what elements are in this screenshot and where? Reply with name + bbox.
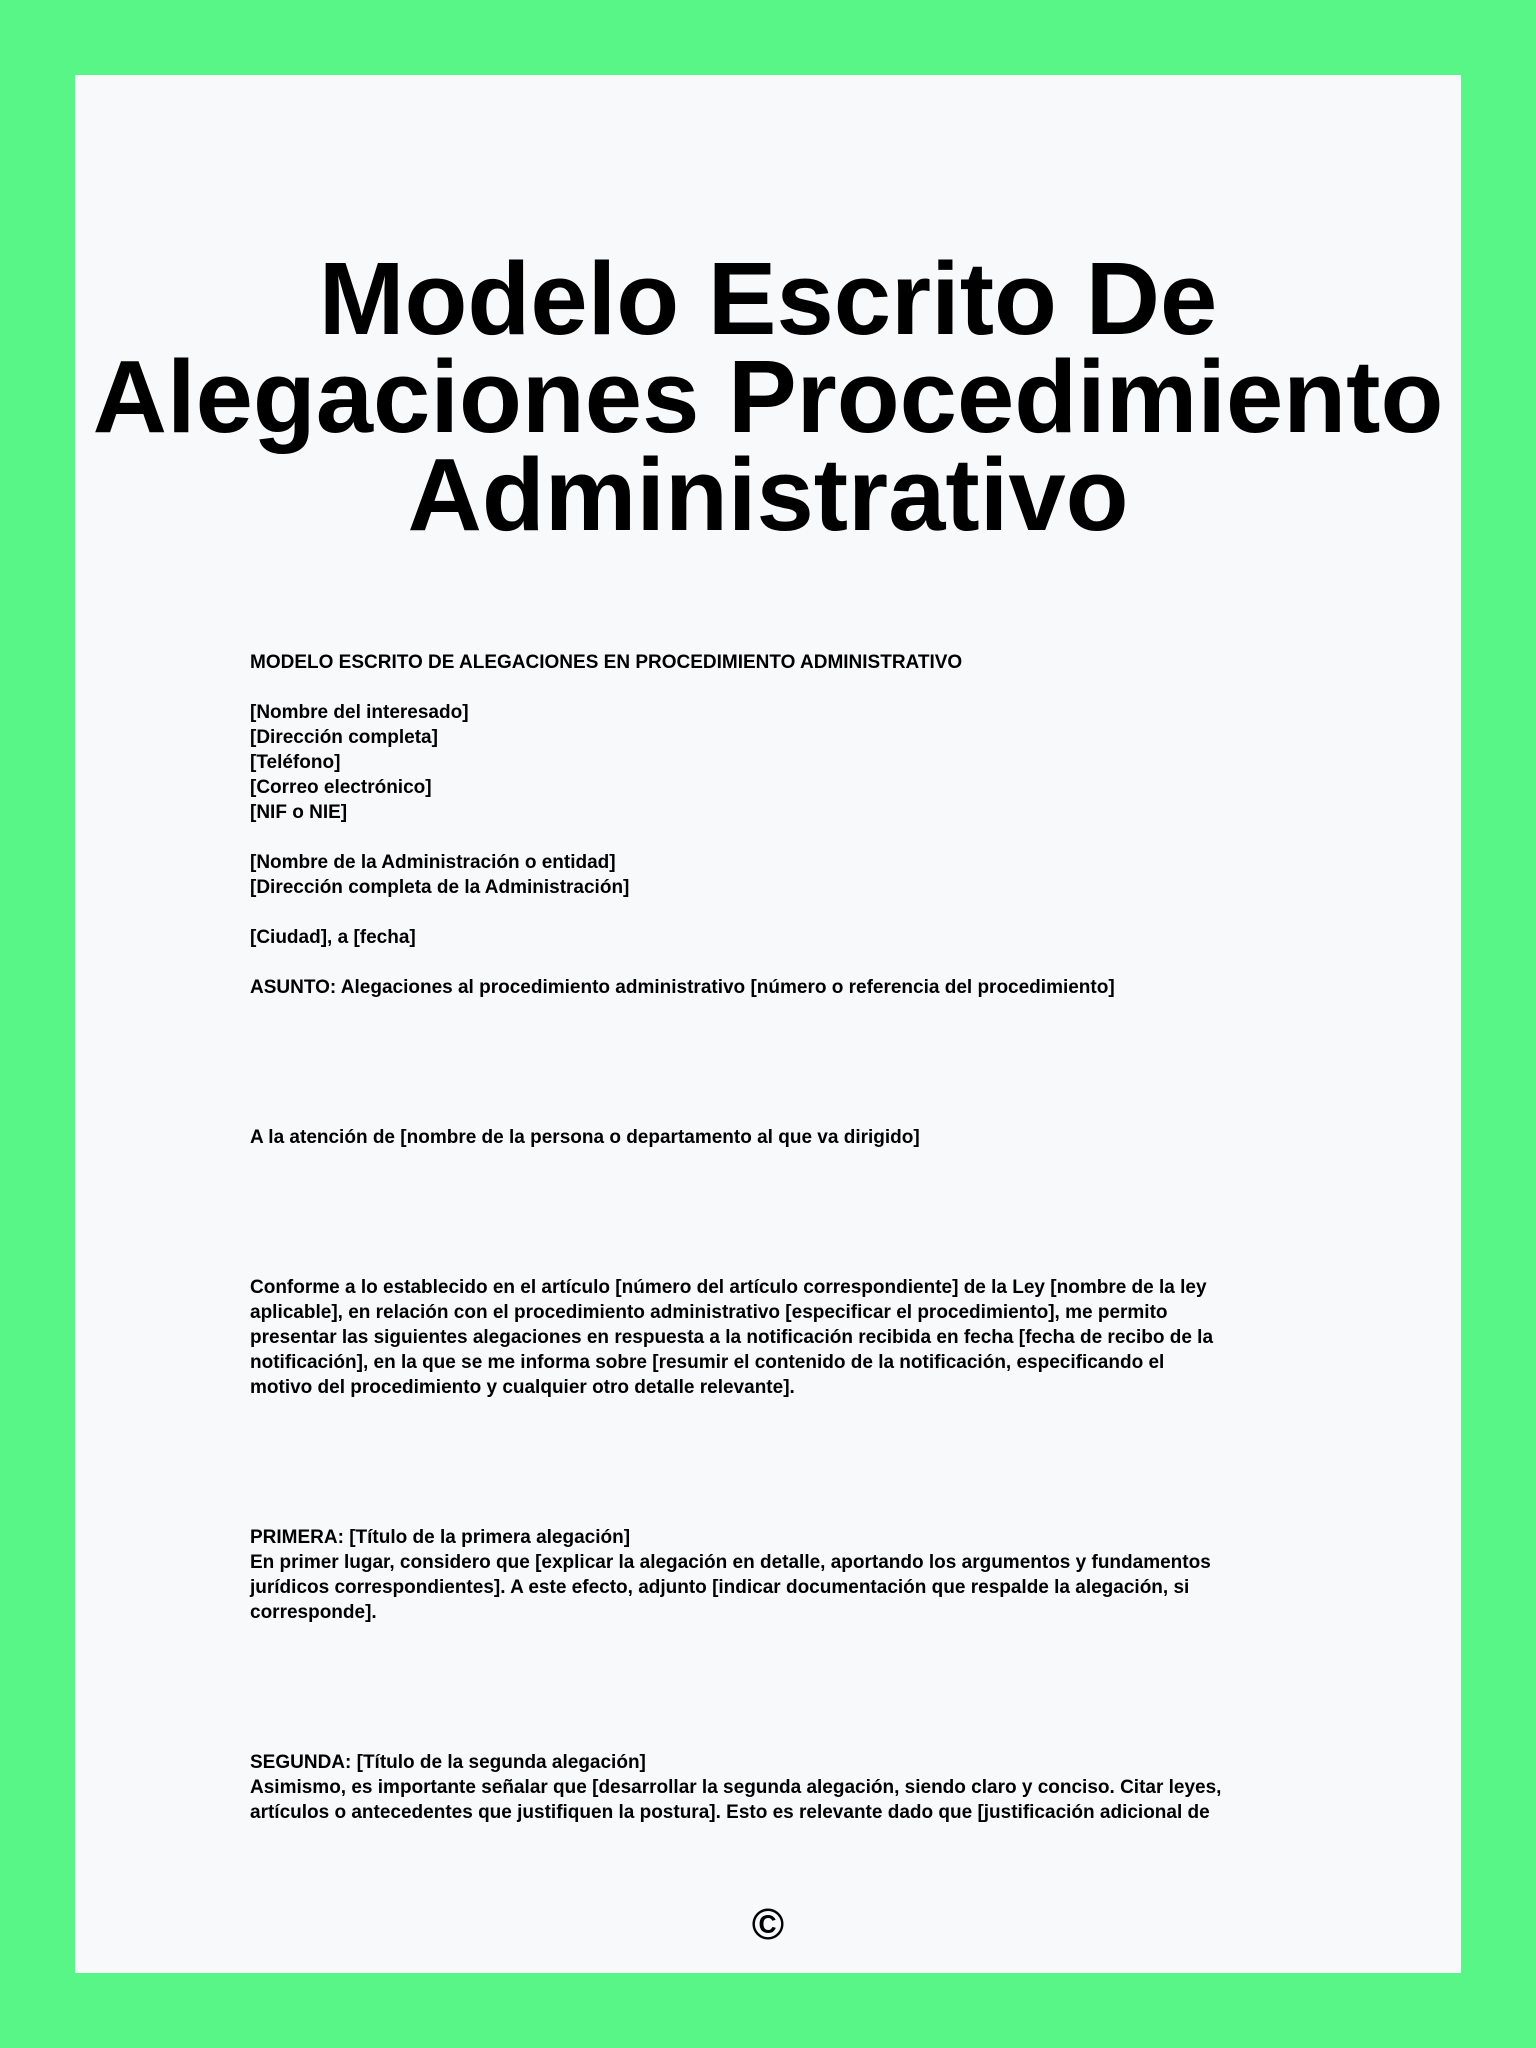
paragraph-line: presentar las siguientes alegaciones en respuesta a la notificación recibida en fecha [fecha de recibo de la <box>250 1327 1214 1348</box>
title-line: Alegaciones Procedimiento <box>92 339 1444 454</box>
page-title <box>75 241 1461 552</box>
recipient-block <box>250 850 1390 900</box>
sender-phone: [Teléfono] <box>250 752 341 773</box>
sender-block <box>250 700 1390 825</box>
paragraph-line: aplicable], en relación con el procedimiento administrativo [especificar el procedimiento], me permito <box>250 1302 1168 1323</box>
recipient-name: [Nombre de la Administración o entidad] <box>250 852 616 873</box>
paragraph-line: motivo del procedimiento y cualquier otro detalle relevante]. <box>250 1377 795 1398</box>
paragraph-line: corresponde]. <box>250 1602 377 1623</box>
document-page <box>75 75 1461 1973</box>
sender-email: [Correo electrónico] <box>250 777 432 798</box>
title-line: Administrativo <box>407 437 1129 552</box>
subject-line: ASUNTO: Alegaciones al procedimiento administrativo [número o referencia del procedimiento] <box>250 977 1115 998</box>
first-allegation <box>250 1525 1390 1625</box>
allegation-heading: PRIMERA: [Título de la primera alegación] <box>250 1527 631 1548</box>
sender-id: [NIF o NIE] <box>250 802 348 823</box>
document-body <box>250 650 1390 1825</box>
paragraph-line: notificación], en la que se me informa sobre [resumir el contenido de la notificación, especificando el <box>250 1352 1165 1373</box>
sender-name: [Nombre del interesado] <box>250 702 469 723</box>
second-allegation <box>250 1750 1390 1825</box>
intro-paragraph <box>250 1275 1390 1400</box>
paragraph-line: jurídicos correspondientes]. A este efecto, adjunto [indicar documentación que respalde la alegación, si <box>250 1577 1190 1598</box>
paragraph-line: artículos o antecedentes que justifiquen la postura]. Esto es relevante dado que [justificación adicional de <box>250 1802 1210 1823</box>
paragraph-line: Conforme a lo establecido en el artículo [número del artículo correspondiente] de la Ley [nombre de la ley <box>250 1277 1207 1298</box>
paragraph-line: En primer lugar, considero que [explicar la alegación en detalle, aportando los argumentos y fundamentos <box>250 1552 1211 1573</box>
paragraph-line: Asimismo, es importante señalar que [desarrollar la segunda alegación, siendo claro y conciso. Citar leyes, <box>250 1777 1222 1798</box>
copyright-icon: © <box>751 1900 785 1949</box>
place-date: [Ciudad], a [fecha] <box>250 927 416 948</box>
sender-address: [Dirección completa] <box>250 727 438 748</box>
attention-line: A la atención de [nombre de la persona o departamento al que va dirigido] <box>250 1127 920 1148</box>
recipient-address: [Dirección completa de la Administración] <box>250 877 630 898</box>
allegation-heading: SEGUNDA: [Título de la segunda alegación] <box>250 1752 646 1773</box>
title-line: Modelo Escrito De <box>318 241 1218 356</box>
document-heading: MODELO ESCRITO DE ALEGACIONES EN PROCEDIMIENTO ADMINISTRATIVO <box>250 652 963 673</box>
